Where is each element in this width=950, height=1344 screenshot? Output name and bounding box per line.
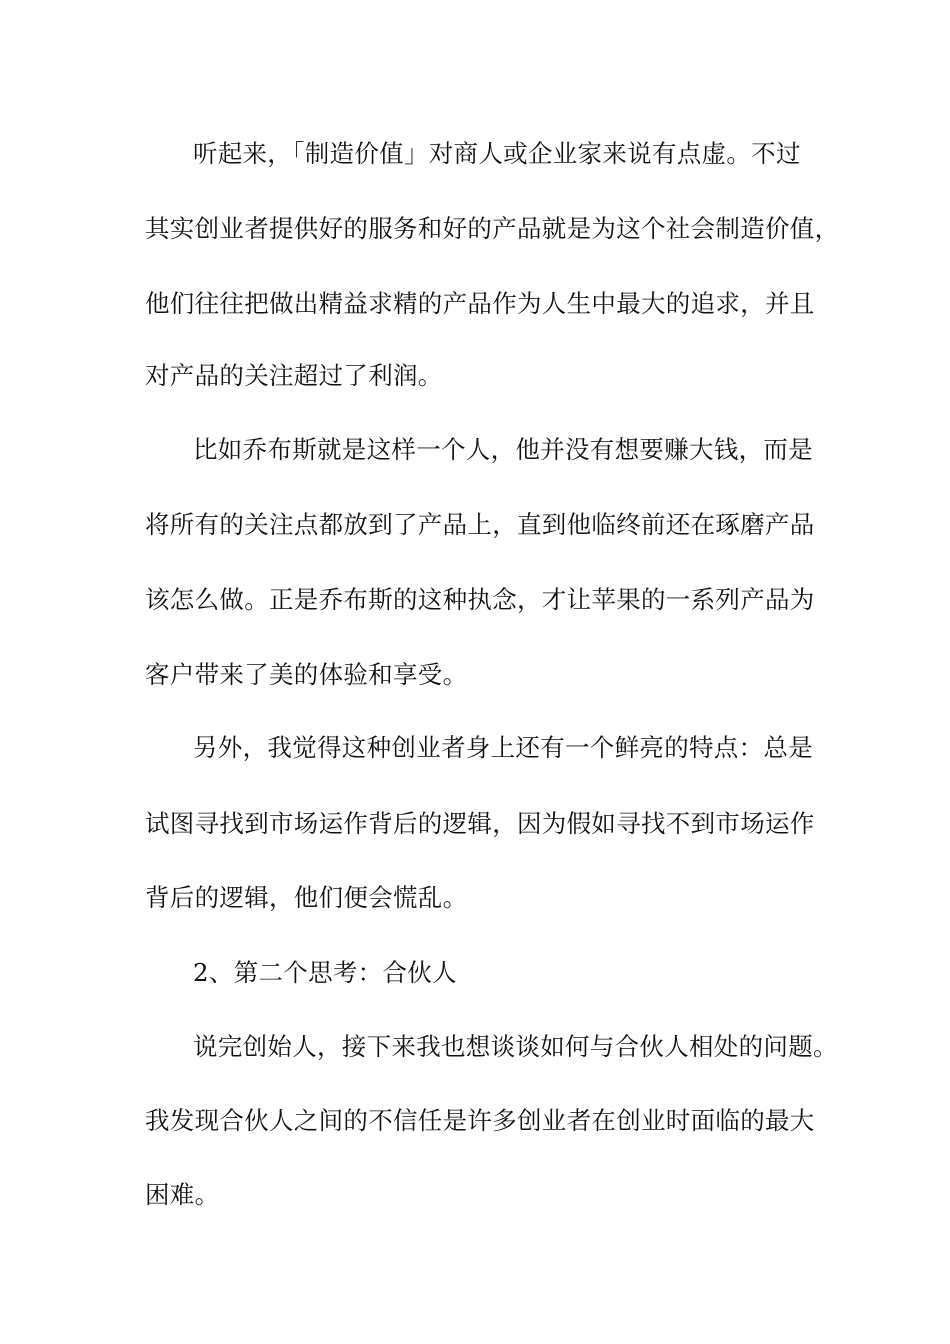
paragraph-1-line-2: 其实创业者提供好的服务和好的产品就是为这个社会制造价值，: [145, 214, 840, 243]
paragraph-1-line-4: 对产品的关注超过了利润。: [145, 361, 443, 390]
paragraph-5-line-3: 困难。: [145, 1180, 220, 1209]
paragraph-2-line-1: 比如乔布斯就是这样一个人，他并没有想要赚大钱，而是: [193, 435, 813, 464]
paragraph-5-line-2: 我发现合伙人之间的不信任是许多创业者在创业时面临的最大: [145, 1106, 815, 1135]
paragraph-5-line-1: 说完创始人，接下来我也想谈谈如何与合伙人相处的问题。: [193, 1032, 838, 1061]
paragraph-2-line-4: 客户带来了美的体验和享受。: [145, 660, 468, 689]
paragraph-2-line-3: 该怎么做。正是乔布斯的这种执念，才让苹果的一系列产品为: [145, 585, 815, 614]
paragraph-1-line-1: 听起来，「制造价值」对商人或企业家来说有点虚。不过: [193, 139, 801, 168]
paragraph-3-line-3: 背后的逻辑，他们便会慌乱。: [145, 883, 468, 912]
paragraph-3-line-1: 另外，我觉得这种创业者身上还有一个鲜亮的特点：总是: [193, 733, 813, 762]
paragraph-1-line-3: 他们往往把做出精益求精的产品作为人生中最大的追求，并且: [145, 289, 815, 318]
paragraph-2-line-2: 将所有的关注点都放到了产品上，直到他临终前还在琢磨产品: [145, 510, 815, 539]
paragraph-3-line-2: 试图寻找到市场运作背后的逻辑，因为假如寻找不到市场运作: [145, 809, 815, 838]
section-heading: 2、第二个思考：合伙人: [193, 958, 457, 987]
